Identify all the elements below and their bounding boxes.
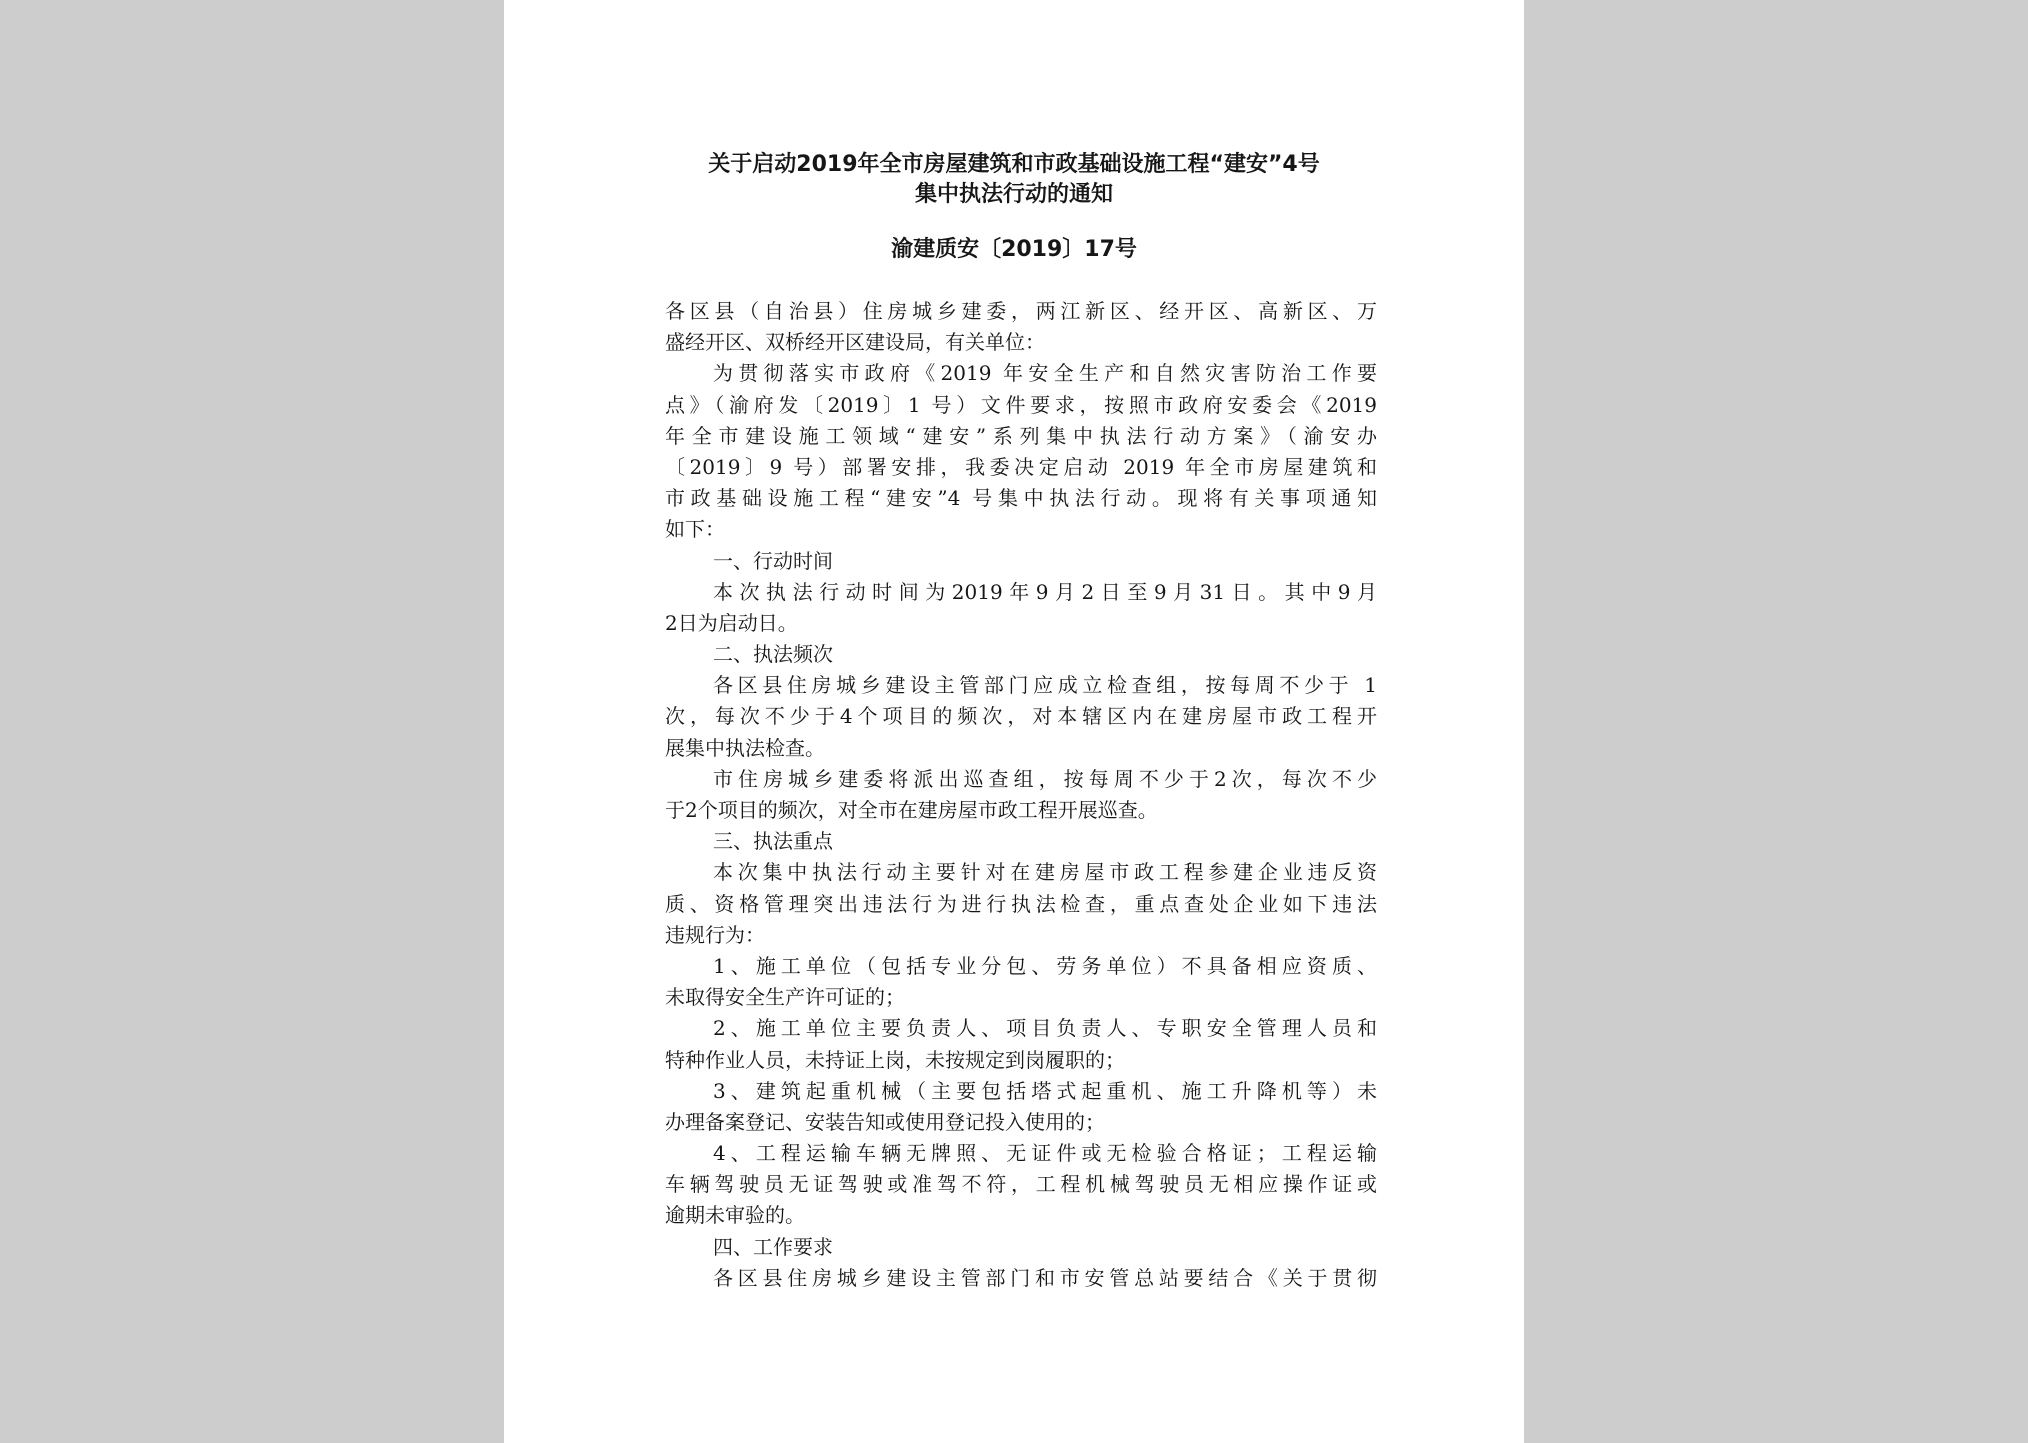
body-line: 车辆驾驶员无证驾驶或准驾不符，工程机械驾驶员无相应操作证或 (665, 1172, 1377, 1197)
body-line: 各区县住房城乡建设主管部门和市安管总站要结合《关于贯彻 (713, 1265, 1377, 1290)
body-line: 各区县住房城乡建设主管部门应成立检查组，按每周不少于 1 (713, 673, 1377, 698)
body-line: 次，每次不少于4个项目的频次，对本辖区内在建房屋市政工程开 (665, 704, 1377, 729)
body-line: 点》（渝府发〔2019〕1 号）文件要求，按照市政府安委会《2019 (665, 392, 1377, 417)
body-line: 违规行为： (665, 922, 765, 947)
notice-title-line-2: 集中执法行动的通知 (914, 182, 1113, 207)
body-line: 2日为启动日。 (665, 610, 798, 635)
section-heading: 三、执法重点 (713, 829, 833, 854)
notice-title-line-1: 关于启动2019年全市房屋建筑和市政基础设施工程“建安”4号 (708, 152, 1320, 177)
document-number: 渝建质安〔2019〕17号 (891, 237, 1137, 262)
body-line: 本次集中执法行动主要针对在建房屋市政工程参建企业违反资 (713, 860, 1377, 885)
body-line: 未取得安全生产许可证的； (665, 985, 905, 1010)
body-line: 特种作业人员，未持证上岗，未按规定到岗履职的； (665, 1047, 1125, 1072)
document-page (504, 0, 1524, 1443)
body-line: 办理备案登记、安装告知或使用登记投入使用的； (665, 1109, 1105, 1134)
body-line: 1、施工单位（包括专业分包、劳务单位）不具备相应资质、 (713, 953, 1377, 978)
section-heading: 四、工作要求 (713, 1234, 833, 1259)
body-line: 展集中执法检查。 (665, 735, 825, 760)
body-line: 本次执法行动时间为2019年9月2日至9月31日。其中9月 (713, 579, 1377, 604)
body-line: 4、工程运输车辆无牌照、无证件或无检验合格证；工程运输 (713, 1141, 1377, 1166)
body-line: 于2个项目的频次，对全市在建房屋市政工程开展巡查。 (665, 798, 1158, 822)
body-line: 各区县（自治县）住房城乡建委，两江新区、经开区、高新区、万 (665, 299, 1377, 323)
section-heading: 二、执法频次 (713, 642, 833, 667)
notice-body (665, 296, 1377, 1294)
body-line: 质、资格管理突出违法行为进行执法检查，重点查处企业如下违法 (665, 891, 1377, 916)
section-heading: 一、行动时间 (713, 548, 833, 573)
body-line: 为贯彻落实市政府《2019 年安全生产和自然灾害防治工作要 (713, 361, 1377, 386)
body-line: 〔2019〕9 号）部署安排，我委决定启动 2019 年全市房屋建筑和 (665, 454, 1377, 479)
body-line: 如下： (665, 517, 725, 542)
body-line: 逾期未审验的。 (665, 1203, 805, 1228)
body-line: 盛经开区、双桥经开区建设局，有关单位： (665, 330, 1045, 355)
body-line: 3、建筑起重机械（主要包括塔式起重机、施工升降机等）未 (713, 1078, 1377, 1103)
body-line: 市政基础设施工程“建安”4 号集中执法行动。现将有关事项通知 (665, 486, 1377, 511)
body-line: 市住房城乡建委将派出巡查组，按每周不少于2次，每次不少 (713, 766, 1377, 791)
body-line: 年全市建设施工领域“建安”系列集中执法行动方案》（渝安办 (665, 423, 1377, 448)
body-line: 2、施工单位主要负责人、项目负责人、专职安全管理人员和 (713, 1016, 1377, 1041)
